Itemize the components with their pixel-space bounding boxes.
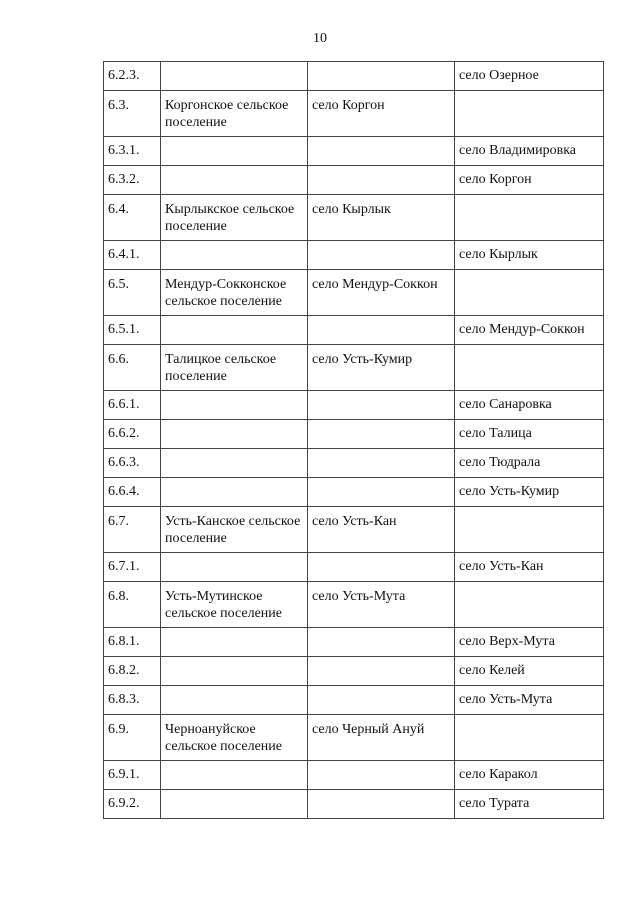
table-row [104,582,604,628]
table-row [104,195,604,241]
settlement-name-cell: Мендур-Сокконское сельское поселение [161,270,308,316]
settlement-name-cell [161,316,308,345]
administrative-center-cell [308,137,455,166]
administrative-center-cell [308,420,455,449]
page-number: 10 [313,31,327,46]
table-body [104,62,604,819]
administrative-center-cell [308,686,455,715]
administrative-center-cell: село Усть-Мута [308,582,455,628]
village-name-cell: село Владимировка [455,137,604,166]
village-name-cell: село Талица [455,420,604,449]
settlement-name-cell [161,657,308,686]
administrative-center-cell: село Коргон [308,91,455,137]
table-row [104,345,604,391]
village-name-cell: село Мендур-Соккон [455,316,604,345]
table-row [104,507,604,553]
village-name-cell: село Кырлык [455,241,604,270]
administrative-center-cell: село Усть-Кумир [308,345,455,391]
table-row [104,137,604,166]
settlement-name-cell: Коргонское сельское поселение [161,91,308,137]
row-number-cell: 6.3.2. [104,166,161,195]
administrative-center-cell [308,761,455,790]
settlement-name-cell [161,391,308,420]
row-number-cell: 6.3. [104,91,161,137]
settlement-name-cell [161,137,308,166]
village-name-cell [455,582,604,628]
row-number-cell: 6.8.3. [104,686,161,715]
table-row [104,316,604,345]
row-number-cell: 6.8.1. [104,628,161,657]
settlement-name-cell [161,420,308,449]
row-number-cell: 6.9. [104,715,161,761]
settlement-name-cell [161,449,308,478]
village-name-cell [455,195,604,241]
table-row [104,391,604,420]
row-number-cell: 6.5. [104,270,161,316]
row-number-cell: 6.6.2. [104,420,161,449]
village-name-cell [455,507,604,553]
administrative-center-cell [308,478,455,507]
row-number-cell: 6.5.1. [104,316,161,345]
village-name-cell: село Каракол [455,761,604,790]
row-number-cell: 6.7. [104,507,161,553]
row-number-cell: 6.9.2. [104,790,161,819]
village-name-cell: село Коргон [455,166,604,195]
row-number-cell: 6.3.1. [104,137,161,166]
administrative-center-cell: село Кырлык [308,195,455,241]
table-row [104,420,604,449]
table-row [104,686,604,715]
settlement-name-cell [161,761,308,790]
table-row [104,790,604,819]
settlement-name-cell: Усть-Мутинское сельское поселение [161,582,308,628]
row-number-cell: 6.8.2. [104,657,161,686]
row-number-cell: 6.9.1. [104,761,161,790]
settlement-name-cell: Черноануйское сельское поселение [161,715,308,761]
settlement-name-cell: Кырлыкское сельское поселение [161,195,308,241]
administrative-center-cell [308,391,455,420]
settlement-name-cell: Талицкое сельское поселение [161,345,308,391]
table-row [104,657,604,686]
village-name-cell: село Озерное [455,62,604,91]
administrative-center-cell [308,449,455,478]
table-row [104,715,604,761]
administrative-center-cell [308,62,455,91]
settlement-name-cell [161,166,308,195]
village-name-cell: село Верх-Мута [455,628,604,657]
settlement-name-cell [161,628,308,657]
settlements-table [103,61,604,819]
administrative-center-cell: село Усть-Кан [308,507,455,553]
village-name-cell [455,715,604,761]
settlement-name-cell [161,686,308,715]
settlement-name-cell [161,241,308,270]
table-row [104,270,604,316]
administrative-center-cell [308,628,455,657]
administrative-center-cell [308,241,455,270]
row-number-cell: 6.6.4. [104,478,161,507]
village-name-cell: село Усть-Кан [455,553,604,582]
village-name-cell: село Тюдрала [455,449,604,478]
row-number-cell: 6.8. [104,582,161,628]
settlement-name-cell [161,478,308,507]
row-number-cell: 6.4. [104,195,161,241]
settlement-name-cell [161,62,308,91]
settlement-name-cell [161,790,308,819]
administrative-center-cell [308,790,455,819]
administrative-center-cell [308,166,455,195]
table-row [104,241,604,270]
row-number-cell: 6.7.1. [104,553,161,582]
administrative-center-cell [308,553,455,582]
settlement-name-cell [161,553,308,582]
row-number-cell: 6.6. [104,345,161,391]
settlement-name-cell: Усть-Канское сельское поселение [161,507,308,553]
table-row [104,166,604,195]
village-name-cell: село Турата [455,790,604,819]
village-name-cell: село Усть-Кумир [455,478,604,507]
row-number-cell: 6.2.3. [104,62,161,91]
table-row [104,62,604,91]
administrative-center-cell: село Мендур-Соккон [308,270,455,316]
table-row [104,628,604,657]
table-row [104,761,604,790]
row-number-cell: 6.4.1. [104,241,161,270]
administrative-center-cell [308,316,455,345]
village-name-cell [455,345,604,391]
row-number-cell: 6.6.3. [104,449,161,478]
village-name-cell: село Усть-Мута [455,686,604,715]
table-row [104,91,604,137]
table-row [104,553,604,582]
village-name-cell [455,91,604,137]
table-row [104,478,604,507]
row-number-cell: 6.6.1. [104,391,161,420]
administrative-center-cell [308,657,455,686]
village-name-cell [455,270,604,316]
administrative-center-cell: село Черный Ануй [308,715,455,761]
village-name-cell: село Келей [455,657,604,686]
table-row [104,449,604,478]
village-name-cell: село Санаровка [455,391,604,420]
